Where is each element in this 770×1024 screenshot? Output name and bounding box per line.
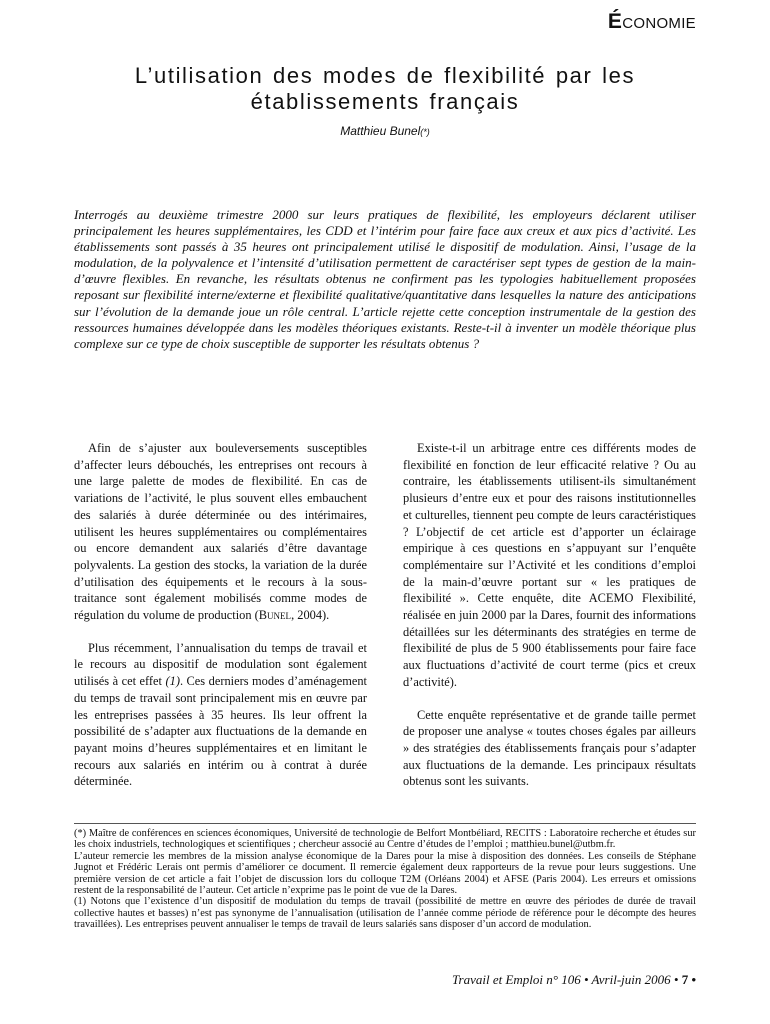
- body-paragraph-1: [74, 440, 367, 624]
- section-label-initial: É: [607, 10, 623, 33]
- author-line: [60, 124, 710, 138]
- body-paragraph-1-end: , 2004).: [291, 608, 330, 623]
- footnote-ref-1: (1): [165, 674, 180, 689]
- body-paragraph-2-text: Plus récemment, l’annualisation du temps de travail et le recours au dispositif de modulation sont également utilisés à cet effet: [74, 640, 367, 689]
- citation-author: Bunel: [258, 608, 292, 623]
- footnotes: [74, 828, 696, 931]
- footnote-1: (1) Notons que l’existence d’un dispositif de modulation du temps de travail (possibilité de mettre en œuvre des périodes de durée de travail collective hautes et basses) n’est pas synonyme de l’annualisation (utilisation de l’année comme période de référence pour le décompte des heures travaillées). Les entreprises peuvent annualiser le temps de travail de leurs salariés sans disposer d’un accord de modulation.: [74, 896, 696, 931]
- body-paragraph-2-end: . Ces derniers modes d’aménagement du temps de travail sont principalement mis en œuvre par les entreprises passées à 35 heures. Ils leur offrent la possibilité de s’adapter aux fluctuations de la demande en payant moins d’heures supplémentaires et en limitant le recours aux salariés en intérim ou à contrat à durée déterminée.: [74, 674, 367, 789]
- body-paragraph-3: Existe-t-il un arbitrage entre ces différents modes de flexibilité en fonction de leur efficacité relative ? Ou au contraire, les établissements utilisent-ils simultanément plusieurs d’entre eux et pour des raisons institutionnelles et culturelles, tiennent peu compte de leurs caractéristiques ? L’objectif de cet article est d’apporter un éclairage empirique à ces questions en s’appuyant sur l’enquête complémentaire sur l’Activité et les conditions d’emploi de la main-d’œuvre portant sur « les pratiques de flexibilité ». Cette enquête, dite ACEMO Flexibilité, réalisée en juin 2000 par la Dares, fournit des informations détaillées sur les déterminants des stratégies en terme de flexibilité de plus de 5 900 établissements pour faire face aux fluctuations d’activité de court terme (pics et creux d’activité).: [403, 441, 696, 689]
- page-number: 7: [681, 972, 689, 987]
- page-number-bullet: •: [691, 972, 696, 987]
- abstract: Interrogés au deuxième trimestre 2000 sur leurs pratiques de flexibilité, les employeurs déclarent utiliser principalement les heures supplémentaires, les CDD et l’intérim pour faire face aux creux et aux pics d’activité. Les établissements sont passés à 35 heures ont principalement utilisé le dispositif de modulation. Ainsi, l’usage de la modulation, de la polyvalence et l’intensité d’utilisation permettent de caractériser sept types de gestion de la main-d’œuvre flexibles. En revanche, les résultats obtenus ne confirment pas les typologies habituellement proposées reposant sur flexibilité interne/externe et flexibilité qualitative/quantitative dans lesquelles la nature des anticipations sur l’évolution de la demande joue un rôle central. L’article rejette cette conception instrumentale de la gestion des ressources humaines développée dans les modèles théoriques existants. Reste-t-il à inventer un modèle théorique plus complexe sur ce type de choix susceptible de supporter les résultats obtenus ?: [74, 207, 696, 351]
- page-footer: [452, 972, 696, 988]
- body-paragraph-4: Cette enquête représentative et de grande taille permet de proposer une analyse « toutes choses égales par ailleurs » des stratégies des établissements français pour s’adapter aux fluctuations de la demande. Les principaux résultats obtenus sont les suivants.: [403, 707, 696, 789]
- footnote-author: (*) Maître de conférences en sciences économiques, Université de technologie de Belfort Montbéliard, RECITS : Laboratoire recherche et études sur les choix industriels, technologiques et scientifiques ; chercheur associé au Centre d’études de l’emploi ; matthieu.bunel@utbm.fr.: [74, 828, 696, 851]
- section-label: [608, 10, 696, 34]
- author-name: Matthieu Bunel: [340, 124, 421, 138]
- article-title: L’utilisation des modes de flexibilité par les établissements français: [134, 63, 636, 114]
- section-label-rest: CONOMIE: [622, 15, 696, 32]
- body-column-right: [403, 440, 696, 806]
- footnote-divider: [74, 823, 696, 824]
- journal-reference: Travail et Emploi n° 106 • Avril-juin 2006 •: [452, 972, 679, 987]
- body-column-left: [74, 440, 367, 806]
- author-note-marker: (*): [420, 127, 430, 137]
- footnote-acknowledgements: L’auteur remercie les membres de la mission analyse économique de la Dares pour la mise à disposition des données. Les conseils de Stéphane Jugnot et Frédéric Lerais ont permis d’améliorer ce document. Il remercie également deux rapporteurs de la revue pour leurs suggestions. Une première version de cet article a fait l’objet de discussion lors du colloque T2M (Orléans 2004) et AFSE (Paris 2004). Les erreurs et omissions restent de la responsabilité de l’auteur. Cet article n’exprime pas le point de vue de la Dares.: [74, 850, 696, 897]
- body-paragraph-1-text: Afin de s’ajuster aux bouleversements susceptibles d’affecter leurs débouchés, les entreprises ont recours à une large palette de modes de flexibilité. En cas de variations de l’activité, le plus souvent elles embauchent des salariés à durée déterminée ou des intérimaires, utilisent les heures supplémentaires ou complémentaires ou encore demandent aux salariés d’être davantage polyvalents. La gestion des stocks, la variation de la durée d’utilisation des équipements et le recours à la sous-traitance sont également mobilisés comme modes de régulation du volume de production (: [74, 441, 367, 623]
- body-paragraph-2: [74, 640, 367, 790]
